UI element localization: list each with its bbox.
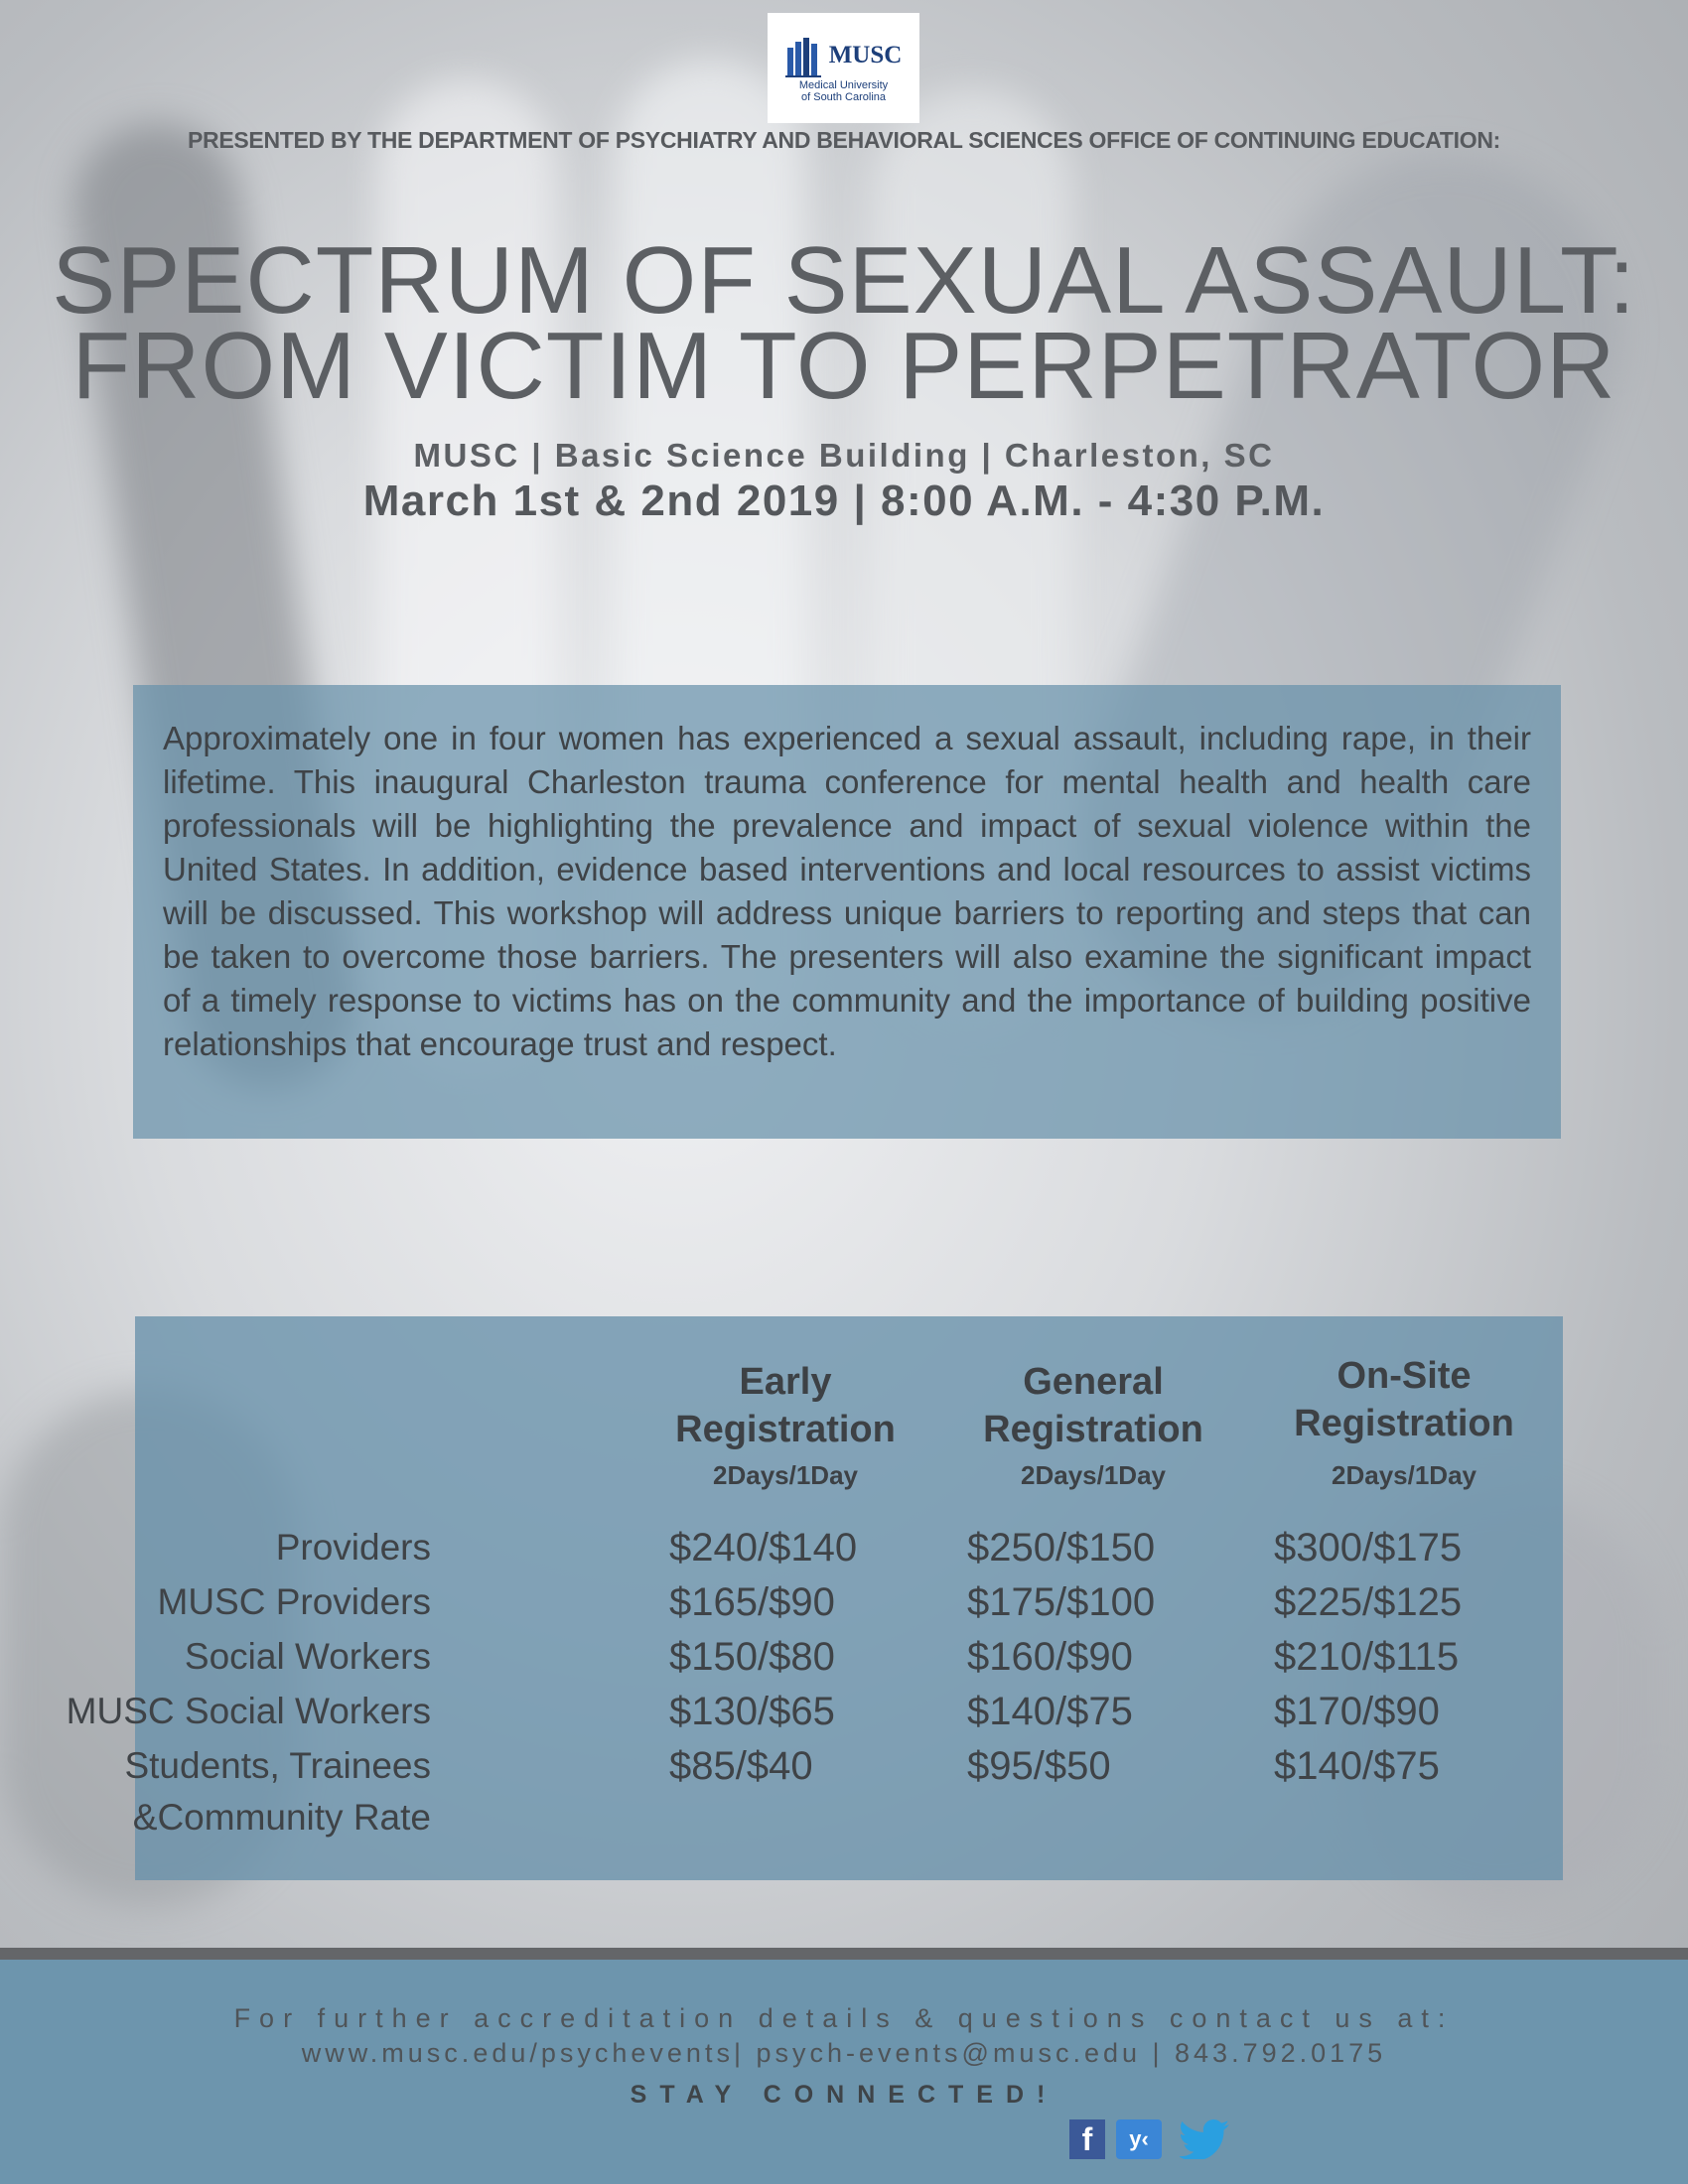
yelp-icon[interactable]: y‹ [1116,2119,1162,2159]
footer-bar [0,1960,1688,2184]
title-line-2: FROM VICTIM TO PERPETRATOR [71,313,1617,419]
price-general: $140/$75 [967,1690,1133,1733]
description-text: Approximately one in four women has experienced a sexual assault, including rape, in their lifetime. This inaugural Charleston trauma conference for mental health and health care professionals will be highlighting the prevalence and impact of sexual violence within the United States. In addition, evidence based interventions and local resources to assist victims will be discussed. This workshop will address unique barriers to reporting and steps that can be taken to overcome those barriers. The presenters will also examine the significant impact of a timely response to victims has on the community and the importance of building positive relationships that encourage trust and respect. [163,720,1531,1062]
row-label: MUSC Social Workers [66,1691,431,1731]
column-header-onsite [1255,1352,1553,1493]
column-subtitle: 2Days/1Day [1021,1460,1166,1490]
date-time-line: March 1st & 2nd 2019 | 8:00 A.M. - 4:30 P.M. [362,477,1326,525]
column-title: Early [739,1361,832,1403]
column-subtitle: 2Days/1Day [713,1460,858,1490]
price-onsite: $300/$175 [1274,1526,1463,1570]
musc-building-icon [785,34,825,77]
page-title [40,227,1648,419]
price-onsite: $170/$90 [1274,1690,1440,1733]
column-title: Registration [675,1409,896,1450]
row-label: Students, Trainees [124,1745,431,1786]
title-line-1: SPECTRUM OF SEXUAL ASSAULT: [52,227,1636,334]
price-early: $150/$80 [669,1635,835,1679]
column-subtitle: 2Days/1Day [1332,1460,1477,1490]
registration-table [66,1316,1563,1880]
price-onsite: $225/$125 [1274,1580,1463,1624]
price-early: $240/$140 [669,1526,858,1570]
price-early: $130/$65 [669,1690,835,1733]
row-label: Providers [275,1527,431,1568]
column-title: General [1023,1361,1164,1403]
row-label: MUSC Providers [157,1581,431,1622]
price-onsite: $210/$115 [1274,1635,1460,1679]
contact-heading: For further accreditation details & questions contact us at: [233,2003,1455,2033]
footer-divider [0,1948,1688,1960]
logo-subtitle: Medical University of South Carolina [798,78,889,103]
musc-logo [768,13,919,123]
price-general: $95/$50 [967,1744,1111,1788]
stay-connected-label: STAY CONNECTED! [630,2081,1058,2109]
column-header-general [944,1358,1242,1493]
presented-by-line: PRESENTED BY THE DEPARTMENT OF PSYCHIATRY AND BEHAVIORAL SCIENCES OFFICE OF CONTINUING EDUCATION: [187,127,1501,153]
contact-details[interactable]: www.musc.edu/psychevents| psych-events@musc.edu | 843.792.0175 [301,2038,1387,2068]
price-general: $175/$100 [967,1580,1156,1624]
row-label: Social Workers [184,1636,431,1677]
logo-wordmark: MUSC [828,41,903,68]
price-general: $250/$150 [967,1526,1156,1570]
twitter-icon[interactable] [1176,2119,1235,2159]
price-general: $160/$90 [967,1635,1133,1679]
price-early: $165/$90 [669,1580,835,1624]
description-panel [133,685,1561,1139]
facebook-icon[interactable]: f [1069,2119,1105,2159]
price-onsite: $140/$75 [1274,1744,1440,1788]
price-early: $85/$40 [669,1744,813,1788]
venue-line: MUSC | Basic Science Building | Charleston, SC [413,437,1275,474]
column-title: On-Site [1336,1355,1472,1397]
column-header-early [636,1358,934,1493]
column-title: Registration [983,1409,1203,1450]
column-title: Registration [1294,1403,1514,1444]
row-label-continued: &Community Rate [132,1797,431,1838]
